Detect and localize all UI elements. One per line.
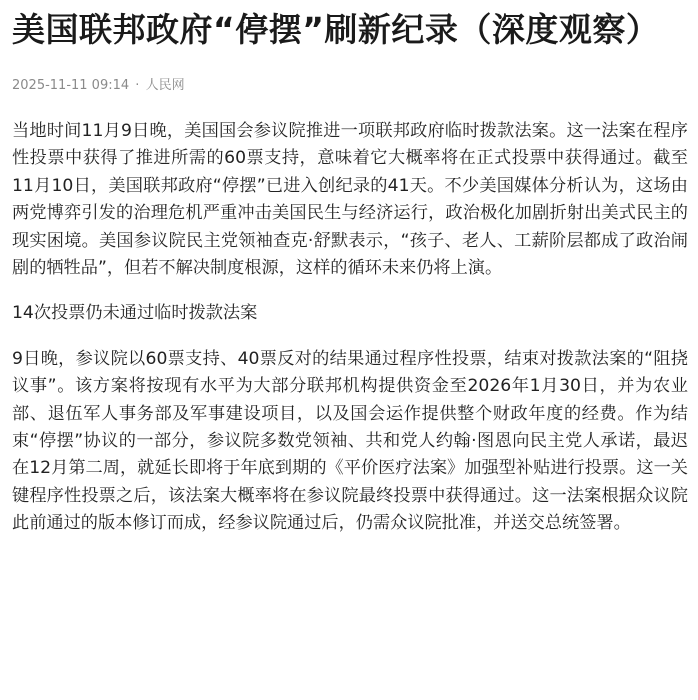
publish-date: 2025-11-11 09:14 — [12, 78, 130, 93]
article-title: 美国联邦政府“停摆”刷新纪录（深度观察） — [12, 10, 660, 49]
section-subheading: 14次投票仍未通过临时拨款法案 — [12, 303, 258, 324]
article-paragraph-1: 当地时间11月9日晚，美国国会参议院推进一项联邦政府临时拨款法案。这一法案在程序性投票中获得了推进所需的60票支持，意味着它大概率将在正式投票中获得通过。截至11月10日，美国联邦政府“停摆”已进入创纪录的41天。不少美国媒体分析认为，这场由两党博弈引发的治理危机严重冲击美国民生与经济运行，政治极化加剧折射出美式民主的现实困境。美国参议院民主党领袖查克·舒默表示，“孩子、老人、工薪阶层都成了政治闹剧的牺牲品”，但若不解决制度根源，这样的循环未来仍将上演。 — [12, 121, 688, 279]
article-paragraph-2: 9日晚，参议院以60票支持、40票反对的结果通过程序性投票，结束对拨款法案的“阻挠议事”。该方案将按现有水平为大部分联邦机构提供资金至2026年1月30日，并为农业部、退伍军人事务部及军事建设项目，以及国会运作提供整个财政年度的经费。作为结束“停摆”协议的一部分，参议院多数党领袖、共和党人约翰·图恩向民主党人承诺，最迟在12月第二周，就延长即将于年底到期的《平价医疗法案》加强型补贴进行投票。这一关键程序性投票之后，该法案大概率将在参议院最终投票中获得通过。这一法案根据众议院此前通过的版本修订而成，经参议院通过后，仍需众议院批准，并送交总统签署。 — [12, 348, 688, 534]
news-article — [12, 0, 688, 538]
meta-separator: · — [135, 78, 140, 93]
source-link[interactable]: 人民网 — [145, 78, 185, 93]
article-meta — [12, 76, 688, 96]
